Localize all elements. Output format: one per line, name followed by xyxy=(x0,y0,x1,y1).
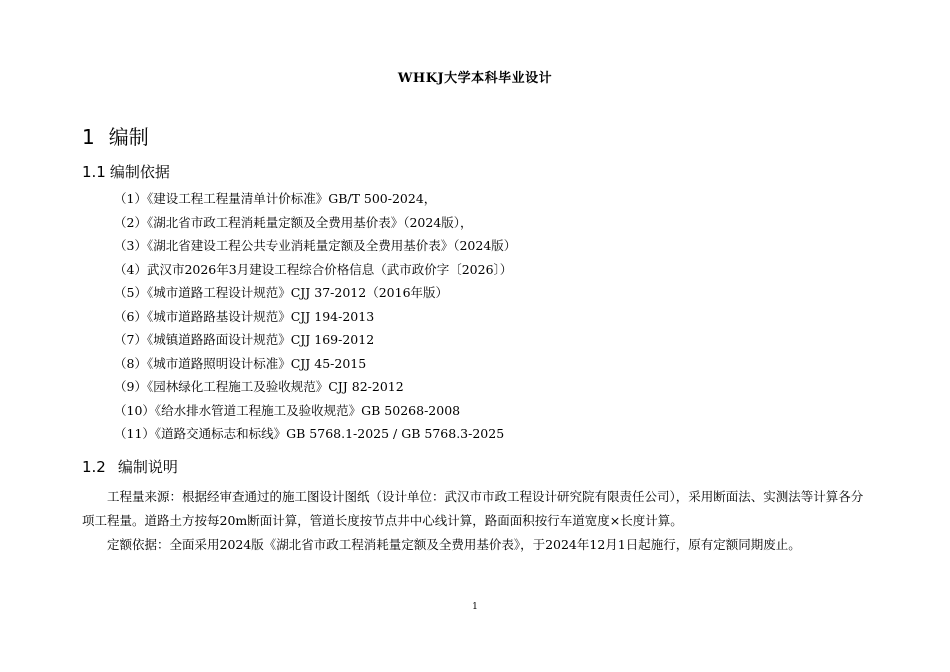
page-number: 1 xyxy=(472,602,478,612)
section-1-1-title: 编制依据 xyxy=(109,163,170,181)
section-1-1-number: 1.1 xyxy=(82,163,106,181)
section-1-1-heading xyxy=(82,161,170,182)
section-1-2-title: 编制说明 xyxy=(117,458,178,476)
reference-item: （1）《建设工程工程量清单计价标准》GB/T 500-2024， xyxy=(114,191,437,206)
section-1-heading xyxy=(82,121,149,150)
reference-item: （5）《城市道路工程设计规范》CJJ 37-2012（2016年版） xyxy=(114,285,449,300)
reference-list xyxy=(114,191,516,450)
reference-item: （9）《园林绿化工程施工及验收规范》CJJ 82-2012 xyxy=(114,379,404,394)
reference-item: （10）《给水排水管道工程施工及验收规范》GB 50268-2008 xyxy=(114,402,461,418)
reference-item: （3）《湖北省建设工程公共专业消耗量定额及全费用基价表》（2024版） xyxy=(114,238,517,253)
paragraph-quota-basis: 定额依据：全面采用2024版《湖北省市政工程消耗量定额及全费用基价表》，于2024年12月1日起施行，原有定额同期废止。 xyxy=(107,537,801,552)
reference-item: （4）武汉市2026年3月建设工程综合价格信息（武市政价字〔2026〕） xyxy=(114,261,513,277)
section-1-number: 1 xyxy=(82,125,95,149)
paragraph-quantity-source: 工程量来源：根据经审查通过的施工图设计图纸（设计单位：武汉市市政工程设计研究院有限责任公司），采用断面法、实测法等计算各分项工程量。道路土方按每20m断面计算，管道长度按节点井中心线计算，路面面积按行车道宽度×长度计算。 xyxy=(82,489,864,528)
reference-item: （6）《城市道路路基设计规范》CJJ 194-2013 xyxy=(114,308,375,324)
section-1-2-heading xyxy=(82,456,178,477)
reference-item: （2）《湖北省市政工程消耗量定额及全费用基价表》（2024版）， xyxy=(114,214,473,230)
reference-item: （7）《城镇道路路面设计规范》CJJ 169-2012 xyxy=(114,332,375,347)
reference-item: （11）《道路交通标志和标线》GB 5768.1-2025 / GB 5768.3-2025 xyxy=(114,426,505,441)
section-1-title: 编制 xyxy=(108,125,149,149)
running-header: WHKJ大学本科毕业设计 xyxy=(397,71,553,86)
reference-item: （8）《城市道路照明设计标准》CJJ 45-2015 xyxy=(114,355,367,371)
section-1-2-number: 1.2 xyxy=(82,458,106,476)
